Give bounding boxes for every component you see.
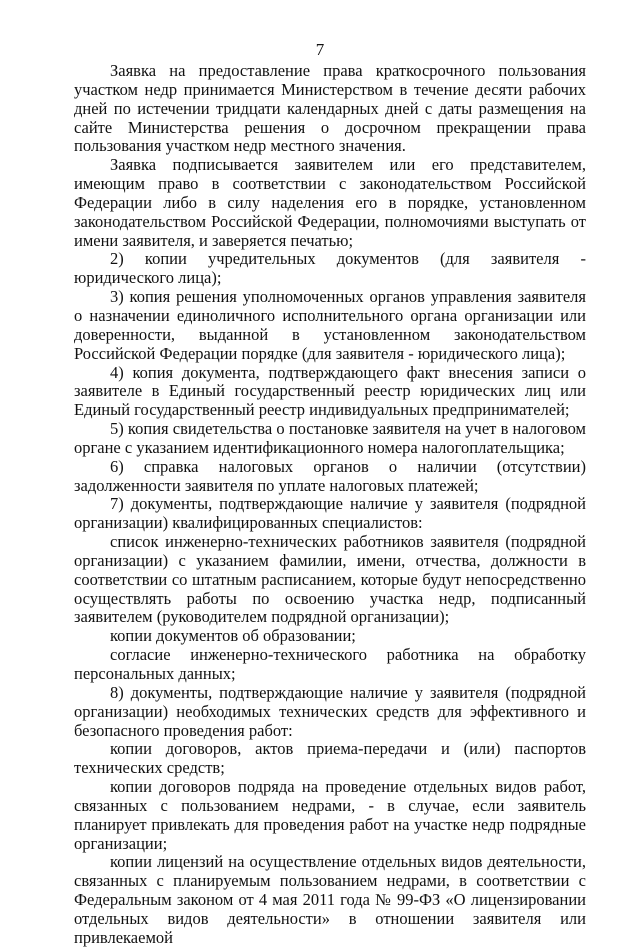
paragraph-item-2-founding-documents: 2) копии учредительных документов (для заявителя - юридического лица); — [74, 249, 586, 288]
paragraph-application-signing: Заявка подписывается заявителем или его представителем, имеющим право в соответствии с законодательством Российской Федерации либо в силу наделения его в порядке, установленном законодательством Российской Федерации, полномочиями выступать от имени заявителя, и заверяется печатью; — [74, 155, 586, 250]
document-body — [74, 62, 586, 948]
paragraph-contract-copies: копии договоров, актов приема-передачи и (или) паспортов технических средств; — [74, 739, 586, 778]
page-number: 7 — [315, 40, 325, 59]
paragraph-subcontract-copies: копии договоров подряда на проведение отдельных видов работ, связанных с пользованием недрами, - в случае, если заявитель планирует привлекать для проведения работ на участке недр подрядные организации; — [74, 777, 586, 853]
paragraph-item-4-registry-record: 4) копия документа, подтверждающего факт внесения записи о заявителе в Единый государственный реестр юридических лиц или Единый государственный реестр индивидуальных предпринимателей; — [74, 362, 586, 420]
paragraph-item-7-specialists: 7) документы, подтверждающие наличие у заявителя (подрядной организации) квалифицированных специалистов: — [74, 494, 586, 533]
paragraph-staff-list: список инженерно-технических работников заявителя (подрядной организации) с указанием фамилии, имени, отчества, должности в соответствии со штатным расписанием, которые будут непосредственно осуществлять работы по освоению участка недр, подписанный заявителем (руководителем подрядной организации); — [74, 532, 586, 627]
paragraph-item-5-tax-registration: 5) копия свидетельства о постановке заявителя на учет в налоговом органе с указанием идентификационного номера налогоплательщика; — [74, 419, 586, 457]
paragraph-application-acceptance: Заявка на предоставление права краткосрочного пользования участком недр принимается Министерством в течение десяти рабочих дней по истечении тридцати календарных дней с даты размещения на сайте Министерства решения о досрочном прекращении права пользования участком недр местного значения. — [74, 61, 586, 156]
paragraph-license-copies: копии лицензий на осуществление отдельных видов деятельности, связанных с планируемым пользованием недрами, в соответствии с Федеральным законом от 4 мая 2011 года № 99-ФЗ «О лицензировании отдельных видов деятельности» в отношении заявителя или привлекаемой — [74, 852, 586, 947]
paragraph-item-6-tax-certificate: 6) справка налоговых органов о наличии (отсутствии) задолженности заявителя по уплате налоговых платежей; — [74, 456, 586, 495]
paragraph-item-3-appointment-decision: 3) копия решения уполномоченных органов управления заявителя о назначении единоличного исполнительного органа организации или доверенности, выданной в установленном законодательством Российской Федерации порядке (для заявителя - юридического лица); — [74, 287, 586, 363]
paragraph-education-copies: копии документов об образовании; — [110, 626, 356, 646]
paragraph-personal-data-consent: согласие инженерно-технического работника на обработку персональных данных; — [74, 645, 586, 683]
paragraph-item-8-technical-means: 8) документы, подтверждающие наличие у заявителя (подрядной организации) необходимых технических средств для эффективного и безопасного проведения работ: — [74, 682, 586, 740]
